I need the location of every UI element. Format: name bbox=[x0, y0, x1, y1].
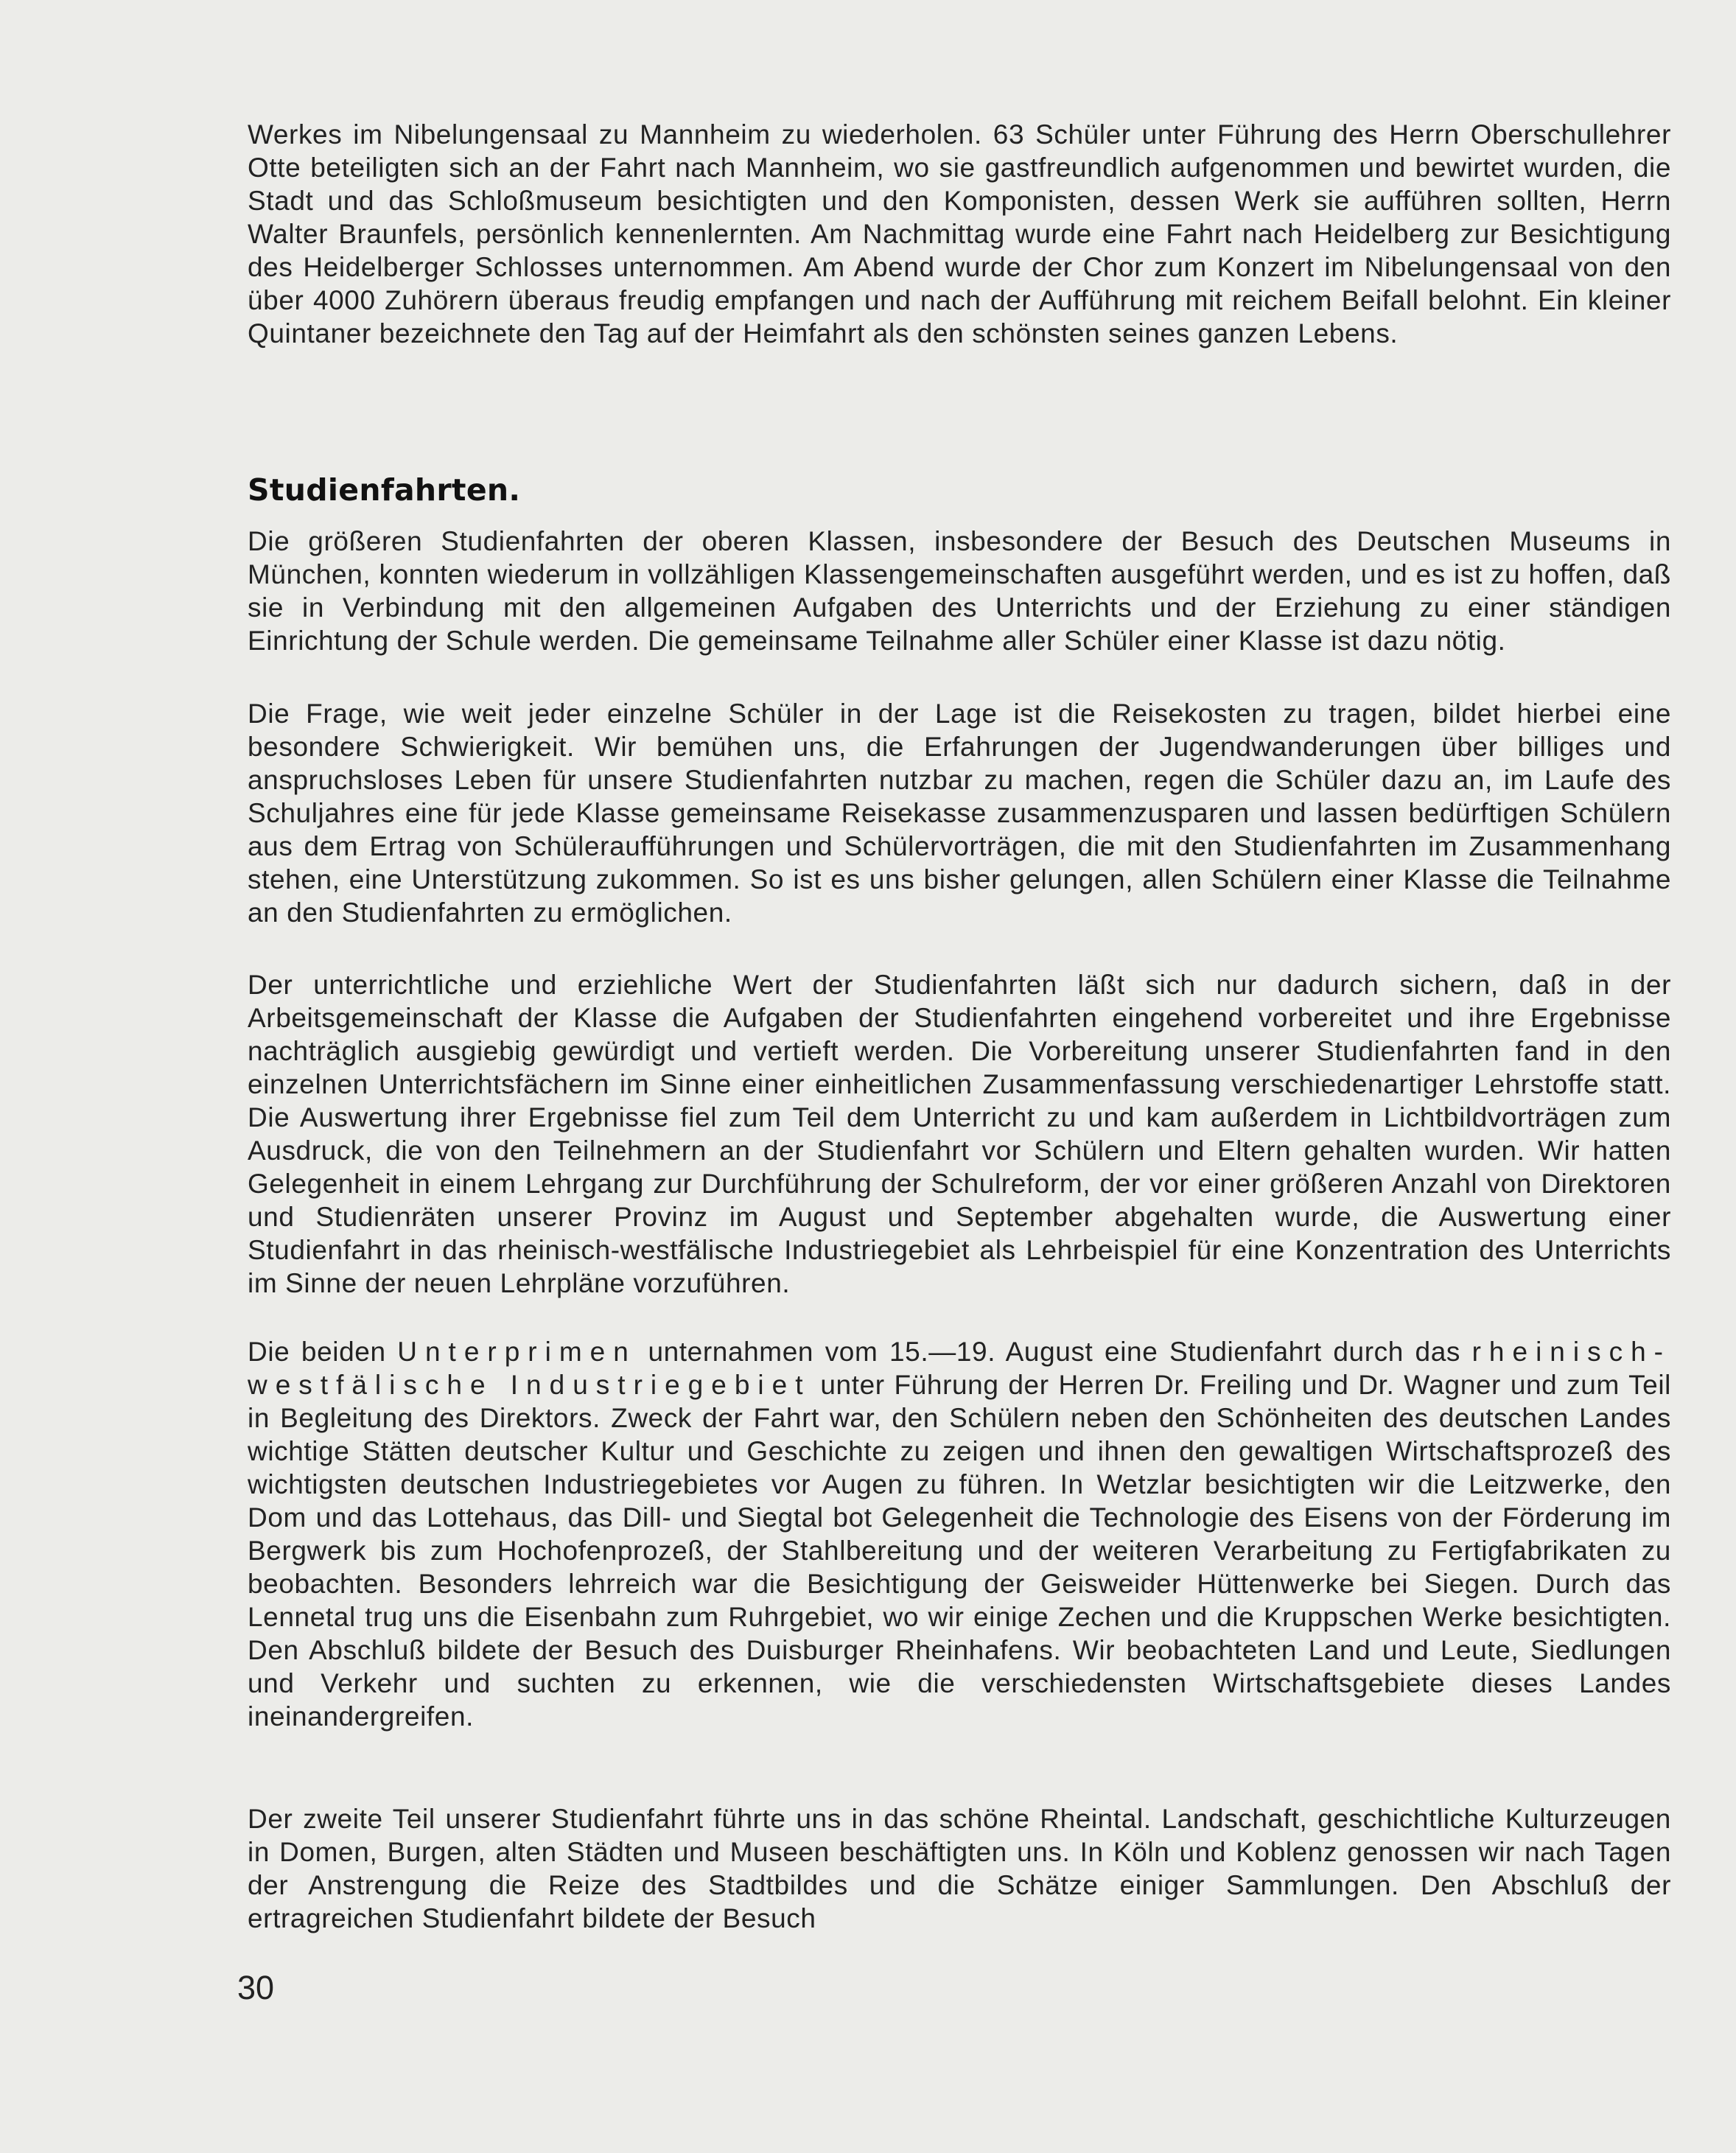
paragraph-5: Der zweite Teil unserer Studienfahrt führte uns in das schöne Rheintal. Landschaft, geschichtliche Kulturzeugen in Domen, Burgen, alten Städten und Museen beschäftigten uns. In Köln und Koblenz genossen wir nach Tagen der Anstrengung die Reize des Stadtbildes und die Schätze einiger Sammlungen. Den Abschluß der ertragreichen Studienfahrt bildete der Besuch bbox=[248, 1804, 1671, 1933]
intro-paragraph: Werkes im Nibelungensaal zu Mannheim zu wiederholen. 63 Schüler unter Führung des Herrn Oberschullehrer Otte beteiligten sich an der Fahrt nach Mannheim, wo sie gastfreundlich aufgenommen und bewirtet wurden, die Stadt und das Schloßmuseum besichtigten und den Komponisten, dessen Werk sie aufführen sollten, Herrn Walter Braunfels, persönlich kennenlernten. Am Nachmittag wurde eine Fahrt nach Heidelberg zur Besichtigung des Heidelberger Schlosses unternommen. Am Abend wurde der Chor zum Konzert im Nibelungensaal von den über 4000 Zuhörern überaus freudig empfangen und nach der Aufführung mit reichem Beifall belohnt. Ein kleiner Quintaner bezeichnete den Tag auf der Heimfahrt als den schönsten seines ganzen Lebens. bbox=[248, 119, 1671, 349]
paragraph-4-spaced-term-2: rheinisch-westfälische Industriegebiet bbox=[248, 1337, 1671, 1400]
paragraph-1: Die größeren Studienfahrten der oberen Klassen, insbesondere der Besuch des Deutschen Museums in München, konnten wiederum in vollzähligen Klassengemeinschaften ausgeführt werden, und es ist zu hoffen, daß sie in Verbindung mit den allgemeinen Aufgaben des Unterrichts und der Erziehung zu einer ständigen Einrichtung der Schule werden. Die gemeinsame Teilnahme aller Schüler einer Klasse ist dazu nötig. bbox=[248, 526, 1671, 656]
section-heading: Studienfahrten. bbox=[248, 472, 521, 508]
paragraph-4-rest: unter Führung der Herren Dr. Freiling und Dr. Wagner und zum Teil in Begleitung des Direktors. Zweck der Fahrt war, den Schülern neben den Schönheiten des deutschen Landes wichtige Stätten deutscher Kultur und Geschichte zu zeigen und ihnen den gewaltigen Wirtschaftsprozeß des wichtigsten deutschen Industriegebietes vor Augen zu führen. In Wetzlar besichtigten wir die Leitzwerke, den Dom und das Lottehaus, das Dill- und Siegtal bot Gelegenheit die Technologie des Eisens von der Förderung im Bergwerk bis zum Hochofenprozeß, der Stahlbereitung und der weiteren Verarbeitung zu Fertigfabrikaten zu beobachten. Besonders lehrreich war die Besichtigung der Geisweider Hüttenwerke bei Siegen. Durch das Lennetal trug uns die Eisenbahn zum Ruhrgebiet, wo wir einige Zechen und die Kruppschen Werke besichtigten. Den Abschluß bildete der Besuch des Duisburger Rheinhafens. Wir beobachteten Land und Leute, Siedlungen und Verkehr und suchten zu erkennen, wie die verschiedensten Wirtschaftsgebiete dieses Landes ineinandergreifen. bbox=[248, 1370, 1671, 1732]
paragraph-4-mid: unternahmen vom 15.—19. August eine Studienfahrt durch das bbox=[636, 1337, 1472, 1367]
paragraph-4-lead: Die beiden bbox=[248, 1337, 398, 1367]
paragraph-4-spaced-term-1: Unterprimen bbox=[397, 1337, 637, 1367]
paragraph-2: Die Frage, wie weit jeder einzelne Schüler in der Lage ist die Reisekosten zu tragen, bildet hierbei eine besondere Schwierigkeit. Wir bemühen uns, die Erfahrungen der Jugendwanderungen über billiges und anspruchsloses Leben für unsere Studienfahrten nutzbar zu machen, regen die Schüler dazu an, im Laufe des Schuljahres eine für jede Klasse gemeinsame Reisekasse zusammenzusparen und lassen bedürftigen Schülern aus dem Ertrag von Schüleraufführungen und Schülervorträgen, die mit den Studienfahrten im Zusammenhang stehen, eine Unterstützung zukommen. So ist es uns bisher gelungen, allen Schülern einer Klasse die Teilnahme an den Studienfahrten zu ermöglichen. bbox=[248, 699, 1671, 928]
paragraph-3: Der unterrichtliche und erziehliche Wert der Studienfahrten läßt sich nur dadurch sichern, daß in der Arbeitsgemeinschaft der Klasse die Aufgaben der Studienfahrten eingehend vorbereitet und ihre Ergebnisse nachträglich ausgiebig gewürdigt und vertieft werden. Die Vorbereitung unserer Studienfahrten fand in den einzelnen Unterrichtsfächern im Sinne einer einheitlichen Zusammenfassung verschiedenartiger Lehrstoffe statt. Die Auswertung ihrer Ergebnisse fiel zum Teil dem Unterricht zu und kam außerdem in Lichtbildvorträgen zum Ausdruck, die von den Teilnehmern an der Studienfahrt vor Schülern und Eltern gehalten wurden. Wir hatten Gelegenheit in einem Lehrgang zur Durchführung der Schulreform, der vor einer größeren Anzahl von Direktoren und Studienräten unserer Provinz im August und September abgehalten wurde, die Auswertung einer Studienfahrt in das rheinisch-westfälische Industriegebiet als Lehrbeispiel für eine Konzentration des Unterrichts im Sinne der neuen Lehrpläne vorzuführen. bbox=[248, 970, 1671, 1298]
page-number: 30 bbox=[237, 1969, 275, 2006]
paragraph-4 bbox=[248, 1335, 1671, 1733]
